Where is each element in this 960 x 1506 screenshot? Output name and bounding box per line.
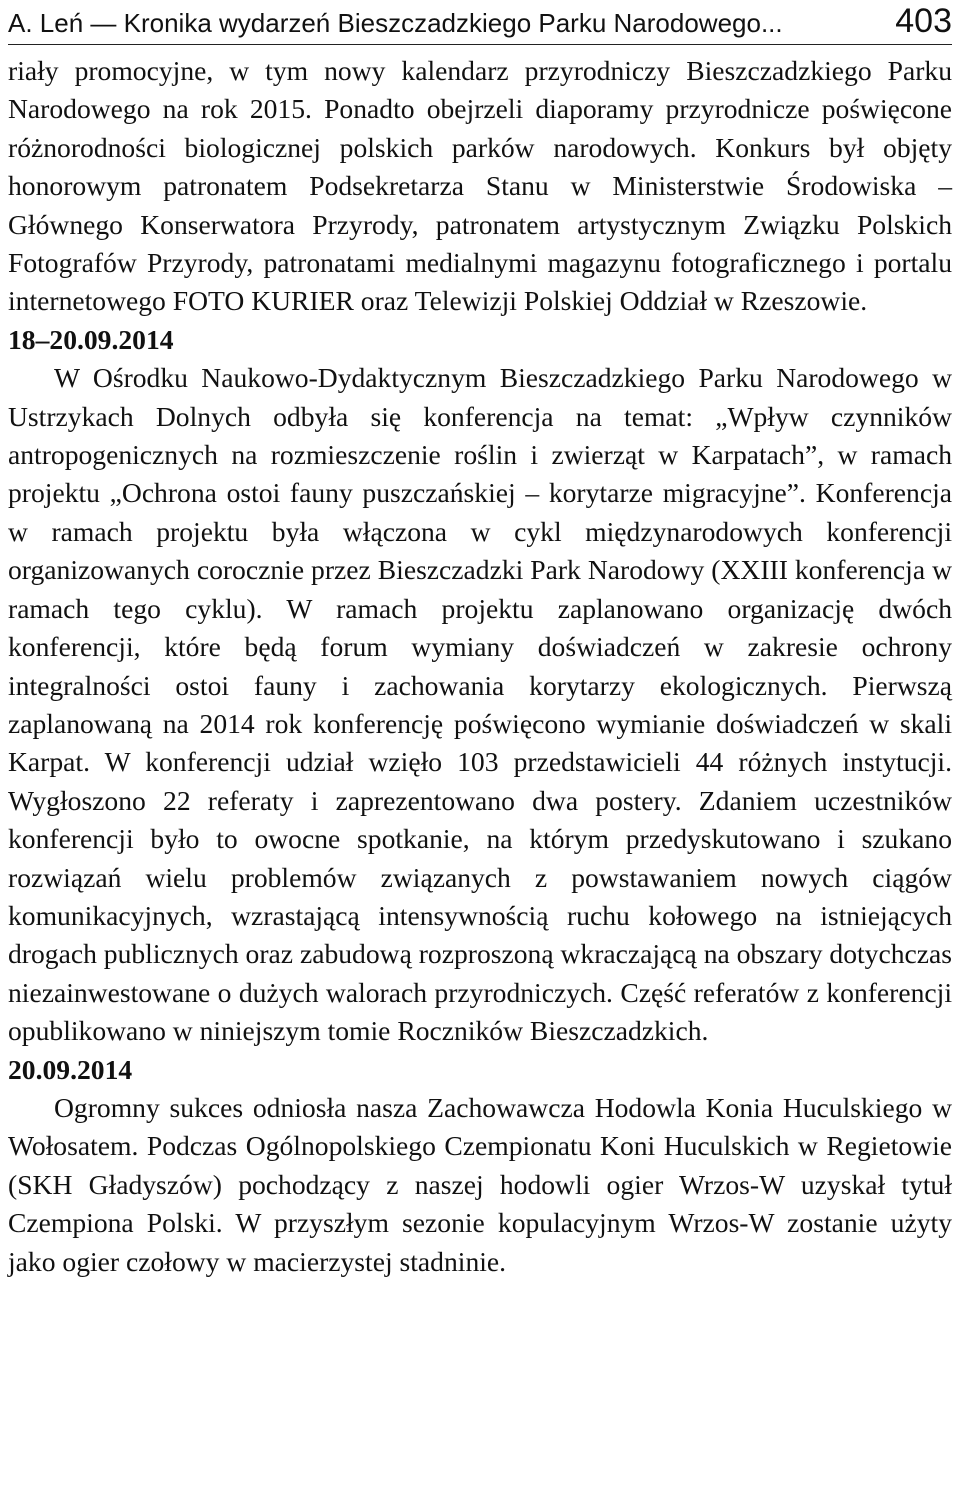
entry-text-2: Ogromny sukces odniosła nasza Zachowawcza Hodowla Konia Huculskiego w Wołosatem. Podczas Ogólnopolskiego Czempionatu Koni Huculskich w Regietowie (SKH Gładyszów) pochodzący z naszej hodowli ogier Wrzos-W uzyskał tytuł Czempiona Polski. W przyszłym sezonie kopulacyjnym Wrzos-W zostanie użyty jako ogier czołowy w macierzystej stadninie. — [8, 1091, 952, 1277]
intro-paragraph: riały promocyjne, w tym nowy kalendarz przyrodniczy Bieszczadzkiego Parku Narodowego na rok 2015. Ponadto obejrzeli diaporamy przyrodnicze poświęcone różnorodności biologicznej polskich parków narodowych. Konkurs był objęty honorowym patronatem Podsekretarza Stanu w Ministerstwie Środowiska – Głównego Konserwatora Przyrody, patronatem artystycznym Związku Polskich Fotografów Przyrody, patronatami medialnymi magazynu fotograficznego i portalu internetowego FOTO KURIER oraz Telewizji Polskiej Oddział w Rzeszowie. — [8, 55, 952, 317]
page-number: 403 — [895, 2, 952, 40]
entry-date-2: 20.09.2014 — [8, 1053, 133, 1085]
page-header — [8, 2, 952, 45]
running-title: A. Leń — Kronika wydarzeń Bieszczadzkiego Parku Narodowego... — [8, 8, 783, 38]
page-body — [8, 52, 952, 1281]
entry-text-1: W Ośrodku Naukowo-Dydaktycznym Bieszczadzkiego Parku Narodowego w Ustrzykach Dolnych odbyła się konferencja na temat: „Wpływ czynników antropogenicznych na rozmieszczenie roślin i zwierząt w Karpatach”, w ramach projektu „Ochrona ostoi fauny puszczańskiej – korytarze migracyjne”. Konferencja w ramach projektu była włączona w cykl międzynarodowych konferencji organizowanych corocznie przez Bieszczadzki Park Narodowy (XXIII konferencja w ramach tego cyklu). W ramach projektu zaplanowano organizację dwóch konferencji, które będą forum wymiany doświadczeń w zakresie ochrony integralności ostoi fauny i zachowania korytarzy ekologicznych. Pierwszą zaplanowaną na 2014 rok konferencję poświęcono wymianie doświadczeń w skali Karpat. W konferencji udział wzięło 103 przedstawicieli 44 różnych instytucji. Wygłoszono 22 referaty i zaprezentowano dwa postery. Zdaniem uczestników konferencji było to owocne spotkanie, na którym przedyskutowano i szukano rozwiązań wielu problemów związanych z powstawaniem nowych ciągów komunikacyjnych, wzrastającą intensywnością ruchu kołowego na istniejących drogach publicznych oraz zabudową rozproszoną wkraczającą na obszary dotychczas niezainwestowane o dużych walorach przyrodniczych. Część referatów z konferencji opublikowano w niniejszym tomie Roczników Bieszczadzkich. — [8, 362, 952, 1047]
entry-date-1: 18–20.09.2014 — [8, 323, 174, 355]
